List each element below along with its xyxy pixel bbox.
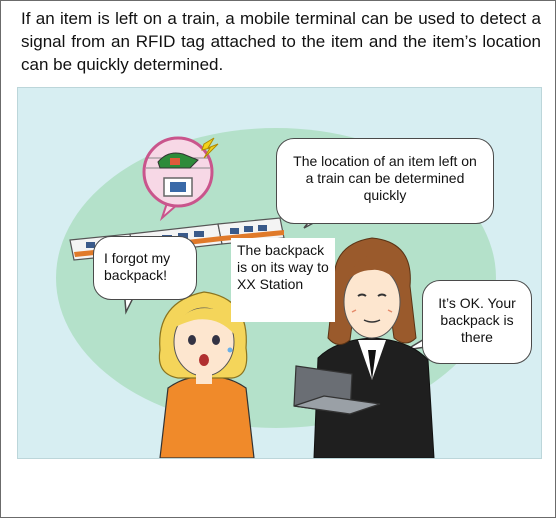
illustration-scene [17, 87, 542, 459]
backpack-status-label: The backpack is on its way to XX Station [231, 238, 335, 322]
forgot-backpack-bubble: I forgot my backpack! [93, 236, 197, 300]
reassurance-bubble: It’s OK. Your backpack is there [422, 280, 532, 364]
location-bubble: The location of an item left on a train can be determined quickly [276, 138, 494, 224]
caption-text: If an item is left on a train, a mobile terminal can be used to detect a signal from an RFID tag attached to the item and the item’s location can be quickly determined. [21, 9, 541, 74]
